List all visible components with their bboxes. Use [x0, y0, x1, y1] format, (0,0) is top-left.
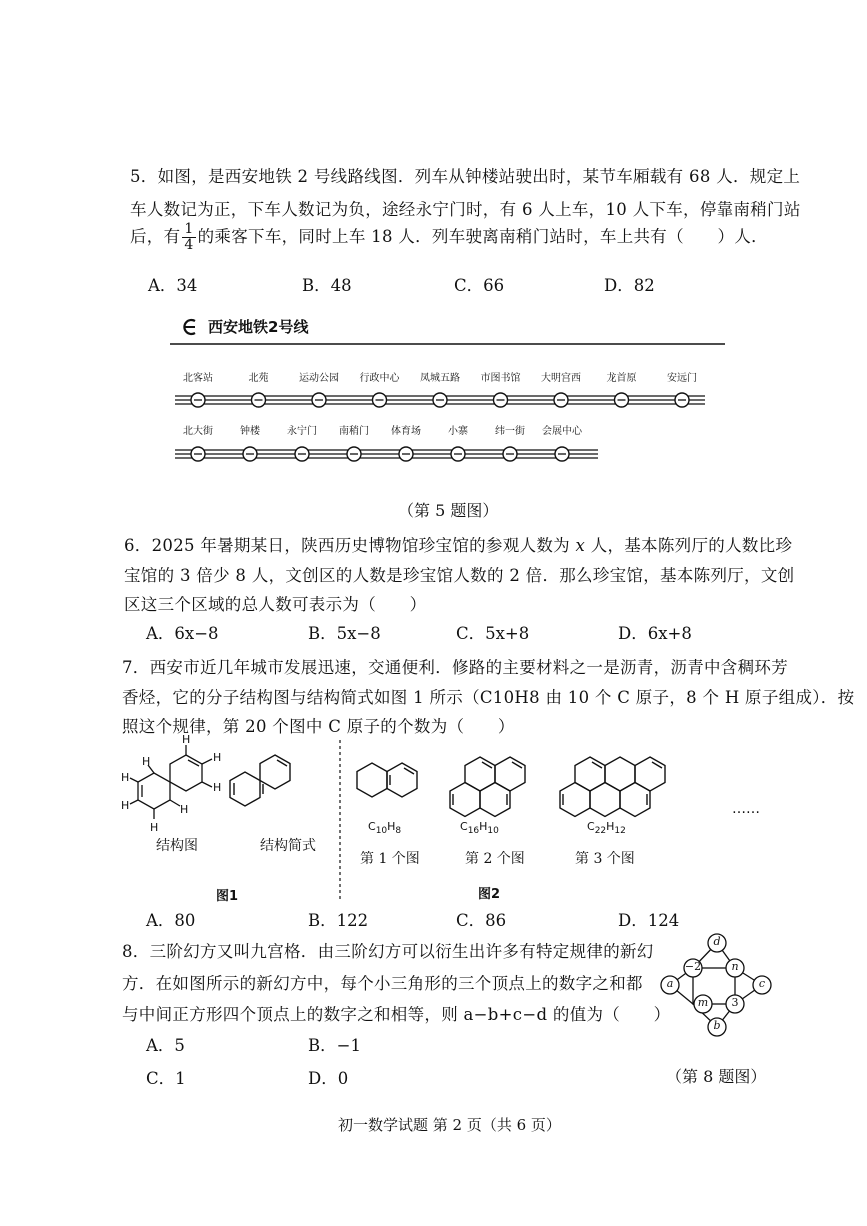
station-label: 钟楼	[240, 426, 260, 437]
q7-option-b: B．122	[308, 911, 369, 930]
station-label: 纬一街	[495, 426, 525, 437]
q6-line-2: 宝馆的 3 倍少 8 人，文创区的人数是珍宝馆人数的 2 倍．那么珍宝馆，基本陈列厅，文创	[124, 566, 795, 585]
station-label: 永宁门	[287, 426, 317, 437]
station-label: 北苑	[248, 373, 269, 384]
station-label: 北客站	[183, 373, 213, 384]
metro-title: 西安地铁2号线	[208, 318, 309, 336]
q6-option-b: B．5x−8	[308, 624, 381, 643]
svg-text:H: H	[180, 803, 189, 816]
q8-line-3: 与中间正方形四个顶点上的数字之和相等，则 a−b+c−d 的值为（ ）	[122, 1005, 671, 1024]
q5-line-3: 后，有 $\frac{1}{4}$ 的乘客下车，同时上车 18 人．列车驶离南稍门站时，车上共有（ ）人．	[130, 221, 768, 253]
magic-node-label: d	[713, 935, 721, 948]
station-label: 龙首原	[606, 373, 637, 384]
station-label: 北大街	[183, 426, 213, 437]
magic-node-label: b	[713, 1019, 721, 1032]
q6-line-3: 区这三个区域的总人数可表示为（ ）	[124, 595, 427, 614]
formula-1: $C_{10}H_8$	[368, 820, 402, 837]
fig2-label: 图2	[478, 887, 501, 902]
q5-line-2: 车人数记为正，下车人数记为负，途经永宁门时，有 6 人上车，10 人下车，停靠南稍门站	[130, 200, 801, 219]
magic-square-figure	[655, 932, 780, 1042]
q7-line-2: 香烃，它的分子结构图与结构简式如图 1 所示（C10H8 由 10 个 C 原子，8 个 H 原子组成）．按	[122, 688, 855, 707]
station-label: 安远门	[667, 373, 697, 384]
q7-option-c: C．86	[456, 911, 507, 930]
svg-text:H: H	[213, 781, 222, 794]
label-fig-1: 第 1 个图	[360, 851, 420, 867]
svg-text:H: H	[121, 799, 130, 812]
naphthalene-simple-icon	[230, 755, 290, 806]
label-fig-2: 第 2 个图	[465, 851, 525, 867]
station-label: 市图书馆	[480, 373, 521, 384]
station-label: 行政中心	[359, 373, 400, 384]
figure-3-icon	[560, 757, 665, 817]
q7-line-3: 照这个规律，第 20 个图中 C 原子的个数为（ ）	[122, 717, 515, 736]
svg-text:H: H	[142, 755, 151, 768]
magic-node-label: 3	[731, 996, 739, 1009]
q8-option-d: D．0	[308, 1069, 349, 1088]
label-fig-3: 第 3 个图	[575, 851, 635, 867]
svg-text:H: H	[121, 771, 130, 784]
station-label: 南稍门	[339, 426, 369, 437]
q8-option-b: B．−1	[308, 1036, 361, 1055]
q8-caption: （第 8 题图）	[666, 1067, 767, 1086]
q5-option-c: C．66	[454, 276, 505, 295]
label-simple-formula: 结构简式	[260, 838, 316, 854]
label-structure: 结构图	[156, 838, 198, 854]
q7-option-d: D．124	[618, 911, 680, 930]
svg-text:H: H	[182, 735, 191, 746]
q6-option-d: D．6x+8	[618, 624, 692, 643]
q7-option-a: A．80	[146, 911, 196, 930]
formula-3: $C_{22}H_{12}$	[587, 820, 626, 837]
magic-node-label: n	[731, 960, 739, 973]
page-footer: 初一数学试题 第 2 页（共 6 页）	[338, 1116, 561, 1134]
q7-line-1: 7．西安市近几年城市发展迅速，交通便利．修路的主要材料之一是沥青，沥青中含稠环芳	[122, 658, 788, 677]
formula-2: $C_{16}H_{10}$	[460, 820, 499, 837]
q5-line-1: 5．如图，是西安地铁 2 号线路线图．列车从钟楼站驶出时，某节车厢载有 68 人．规定上	[130, 167, 801, 186]
magic-node-label: a	[666, 977, 674, 990]
magic-node-label: −2	[684, 960, 702, 973]
q5-option-b: B．48	[302, 276, 352, 295]
fig1-label: 图1	[216, 889, 239, 904]
ellipsis: ……	[732, 801, 760, 817]
q8-line-2: 方．在如图所示的新幻方中，每个小三角形的三个顶点上的数字之和都	[122, 974, 643, 993]
figure-2-icon	[450, 757, 525, 817]
station-label: 凤城五路	[420, 373, 460, 384]
magic-node-label: c	[758, 977, 766, 990]
q5-caption: （第 5 题图）	[398, 501, 499, 520]
fraction: $\frac{1}{4}$	[184, 221, 194, 253]
q8-line-1: 8．三阶幻方又叫九宫格．由三阶幻方可以衍生出许多有特定规律的新幻	[122, 942, 654, 961]
svg-text:H: H	[213, 751, 222, 764]
q6-option-c: C．5x+8	[456, 624, 530, 643]
magic-node-label: m	[697, 996, 709, 1009]
station-label: 运动公园	[299, 373, 339, 384]
metro-map	[170, 312, 730, 472]
q7-figures	[120, 735, 780, 905]
q5-option-d: D．82	[604, 276, 655, 295]
q8-option-a: A．5	[146, 1036, 185, 1055]
figure-1-icon	[357, 763, 417, 797]
q8-option-c: C．1	[146, 1069, 186, 1088]
q6-line-1: 6．2025 年暑期某日，陕西历史博物馆珍宝馆的参观人数为 x 人，基本陈列厅的人数比珍	[124, 536, 793, 555]
svg-text:H: H	[150, 821, 159, 834]
q5-option-a: A．34	[148, 276, 198, 295]
station-label: 体育场	[391, 426, 421, 437]
q6-option-a: A．6x−8	[146, 624, 219, 643]
station-label: 大明宫西	[541, 373, 581, 384]
station-label: 会展中心	[542, 426, 582, 437]
station-label: 小寨	[448, 426, 468, 437]
